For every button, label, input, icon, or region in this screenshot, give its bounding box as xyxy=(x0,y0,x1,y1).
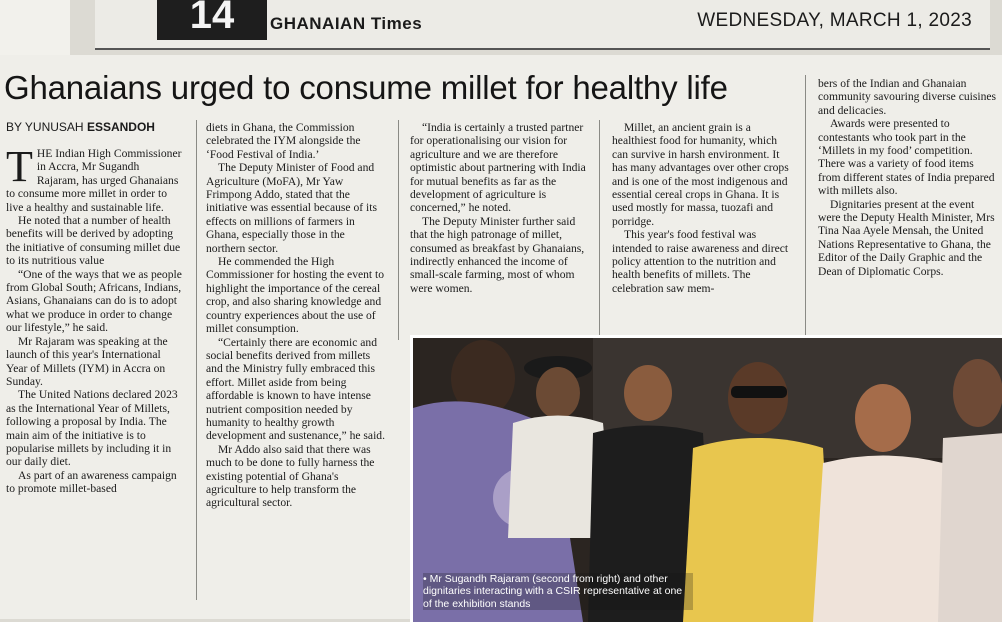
paragraph: “Certainly there are economic and social benefits derived from millets and the Ministry fully embraced this effort. Millet aside from being affordable is known to have intense nutrient composition needed by humanity to healthy growth development and sustenance,” he said. xyxy=(206,335,385,443)
column-3 xyxy=(410,121,588,327)
column-4 xyxy=(612,121,792,327)
paragraph: The United Nations declared 2023 as the International Year of Millets, following a proposal by India. The main aim of the initiative is to popularise millets by including it in our daily diet. xyxy=(6,388,178,469)
column-rule xyxy=(398,120,399,340)
paragraph: The Deputy Minister of Food and Agriculture (MoFA), Mr Yaw Frimpong Addo, stated that the initiative was essential because of its effects on millions of farmers in Ghana, especially those in the northern sector. xyxy=(206,161,377,255)
paragraph: Mr Rajaram was speaking at the launch of this year's International Year of Millets (IYM) in Accra on Sunday. xyxy=(6,334,168,388)
column-rule xyxy=(196,120,197,600)
paragraph: As part of an awareness campaign to promote millet-based xyxy=(6,468,177,496)
byline-name: ESSANDOH xyxy=(86,120,155,134)
column-rule xyxy=(805,75,806,340)
byline-prefix: BY YUNUSAH xyxy=(6,120,84,134)
column-2 xyxy=(206,121,386,510)
paragraph: diets in Ghana, the Commission celebrated the IYM alongside the ‘Food Festival of India.’ xyxy=(206,121,361,161)
paper-name: GHANAIAN Times xyxy=(270,14,423,33)
column-1 xyxy=(6,142,184,496)
paragraph: bers of the Indian and Ghanaian community savouring diverse cuisines and delicacies. xyxy=(818,77,997,117)
column-5 xyxy=(818,77,998,278)
paragraph: Dignitaries present at the event were the Deputy Health Minister, Mrs Tina Naa Ayele Mensah, the United Nations Representative to Ghana, the Editor of the Daily Graphic and the Dean of Diplomatic Corps. xyxy=(818,197,995,278)
paragraph: He noted that a number of health benefits will be derived by adopting the initiative of consuming millet due to its nutritious value xyxy=(6,214,181,268)
paragraph: This year's food festival was intended to raise awareness and direct policy attention to the nutrition and health benefits of millets. The celebration saw mem- xyxy=(612,228,789,295)
paragraph: The Deputy Minister further said that the high patronage of millet, consumed as breakfast by Ghanaians, indirectly enhanced the income of small-scale farming, most of whom were women. xyxy=(410,214,585,295)
news-photo xyxy=(410,335,1002,622)
paragraph: Mr Addo also said that there was much to be done to fully harness the existing potential of Ghana's agriculture to help transform the agricultural sector. xyxy=(206,442,375,510)
column-rule xyxy=(599,120,600,340)
paragraph: Millet, an ancient grain is a healthiest food for humanity, which can survive in harsh environment. It has many advantages over other crops and is one of the most indigenous and essential cereal crops in Ghana. It is used mostly for massa, tuozafi and porridge. xyxy=(612,121,789,228)
photo-caption: • Mr Sugandh Rajaram (second from right) and other dignitaries interacting with a CSIR representative at one of the exhibition stands xyxy=(423,573,693,611)
paragraph: “India is certainly a trusted partner for operationalising our vision for agriculture and we are therefore optimistic about partnering with India for mutual benefits as far as the development of agriculture is concerned,” he noted. xyxy=(410,121,586,215)
drop-cap: T xyxy=(6,142,33,191)
page-number: 14 xyxy=(157,0,267,40)
publication-date: WEDNESDAY, MARCH 1, 2023 xyxy=(697,10,972,31)
paragraph: “One of the ways that we as people from Global South; Africans, Indians, Asians, Ghanaians can do is to adopt what we produce in order to change our lifestyle,” he said. xyxy=(6,267,182,335)
paragraph: THE Indian High Commissioner in Accra, Mr Sugandh Rajaram, has urged Ghanaians to consume more millet in order to live a healthy and sustainable life. xyxy=(6,142,182,214)
paragraph: Awards were presented to contestants who took part in the ‘Millets in my food’ competition. There was a variety of food items from different states of India prepared with millets also. xyxy=(818,117,995,198)
paragraph: He commended the High Commissioner for hosting the event to highlight the importance of the cereal crop, and also sharing knowledge and country experiences about the use of millet consumption. xyxy=(206,255,385,336)
byline xyxy=(6,120,155,134)
article xyxy=(0,55,1002,619)
masthead xyxy=(95,0,990,50)
headline: Ghanaians urged to consume millet for healthy life xyxy=(4,69,728,106)
